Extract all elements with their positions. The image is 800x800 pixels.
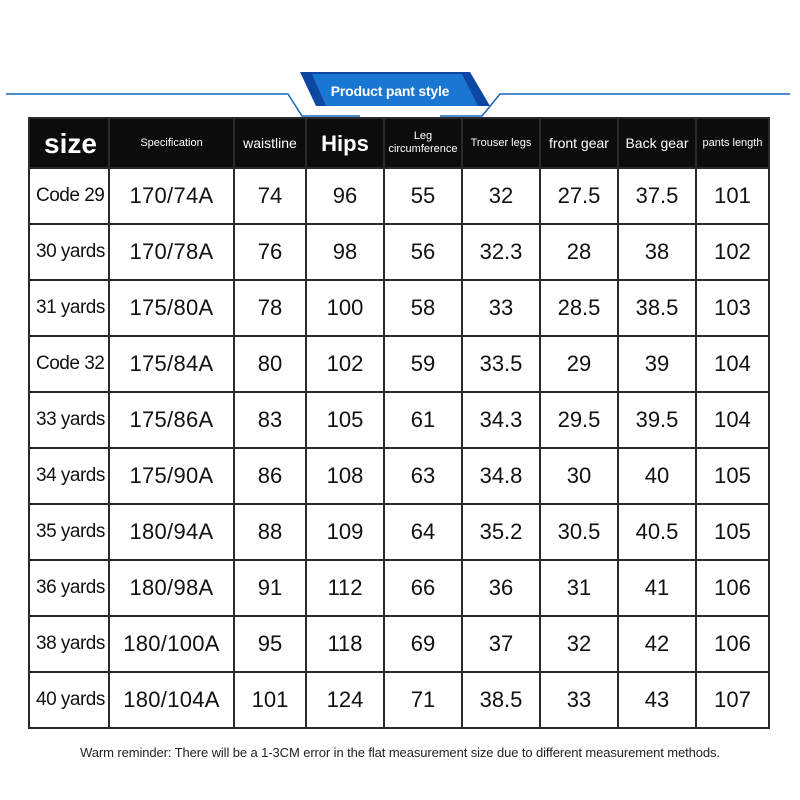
cell-specification: 175/90A [109, 448, 234, 504]
cell-specification: 170/78A [109, 224, 234, 280]
cell-specification: 180/104A [109, 672, 234, 728]
header-leg-circumference: Leg circumference [384, 118, 462, 168]
cell-trouser-legs: 34.3 [462, 392, 540, 448]
cell-back-gear: 39 [618, 336, 696, 392]
table-row [29, 168, 769, 224]
table-row [29, 560, 769, 616]
cell-trouser-legs: 32.3 [462, 224, 540, 280]
header-hips: Hips [306, 118, 384, 168]
cell-specification: 175/86A [109, 392, 234, 448]
table-row [29, 280, 769, 336]
cell-leg-circumference: 55 [384, 168, 462, 224]
cell-back-gear: 40.5 [618, 504, 696, 560]
cell-trouser-legs: 33 [462, 280, 540, 336]
cell-hips: 105 [306, 392, 384, 448]
cell-trouser-legs: 36 [462, 560, 540, 616]
cell-hips: 102 [306, 336, 384, 392]
cell-back-gear: 37.5 [618, 168, 696, 224]
size-chart-table [28, 117, 770, 729]
cell-back-gear: 38.5 [618, 280, 696, 336]
table-row [29, 392, 769, 448]
warm-reminder: Warm reminder: There will be a 1-3CM error in the flat measurement size due to different measurement methods. [80, 745, 720, 760]
cell-specification: 175/84A [109, 336, 234, 392]
cell-hips: 108 [306, 448, 384, 504]
cell-leg-circumference: 56 [384, 224, 462, 280]
header-front-gear: front gear [540, 118, 618, 168]
cell-pants-length: 103 [696, 280, 769, 336]
cell-size: 40 yards [29, 672, 109, 728]
cell-waistline: 74 [234, 168, 306, 224]
cell-specification: 170/74A [109, 168, 234, 224]
cell-leg-circumference: 69 [384, 616, 462, 672]
cell-trouser-legs: 37 [462, 616, 540, 672]
cell-hips: 112 [306, 560, 384, 616]
header-back-gear: Back gear [618, 118, 696, 168]
cell-waistline: 83 [234, 392, 306, 448]
cell-size: 30 yards [29, 224, 109, 280]
cell-size: Code 32 [29, 336, 109, 392]
header-row [29, 118, 769, 168]
table-row [29, 672, 769, 728]
cell-specification: 180/100A [109, 616, 234, 672]
cell-front-gear: 30.5 [540, 504, 618, 560]
header-specification: Specification [109, 118, 234, 168]
cell-trouser-legs: 33.5 [462, 336, 540, 392]
cell-size: 34 yards [29, 448, 109, 504]
table-row [29, 448, 769, 504]
cell-size: 38 yards [29, 616, 109, 672]
cell-front-gear: 29.5 [540, 392, 618, 448]
cell-back-gear: 39.5 [618, 392, 696, 448]
banner-right-line [440, 94, 790, 116]
cell-front-gear: 30 [540, 448, 618, 504]
table-row [29, 616, 769, 672]
cell-trouser-legs: 32 [462, 168, 540, 224]
cell-trouser-legs: 34.8 [462, 448, 540, 504]
cell-waistline: 80 [234, 336, 306, 392]
cell-pants-length: 106 [696, 560, 769, 616]
cell-front-gear: 28 [540, 224, 618, 280]
header-trouser-legs: Trouser legs [462, 118, 540, 168]
cell-waistline: 86 [234, 448, 306, 504]
cell-size: 36 yards [29, 560, 109, 616]
cell-pants-length: 104 [696, 336, 769, 392]
header-waistline: waistline [234, 118, 306, 168]
cell-front-gear: 32 [540, 616, 618, 672]
cell-waistline: 95 [234, 616, 306, 672]
cell-front-gear: 31 [540, 560, 618, 616]
cell-leg-circumference: 66 [384, 560, 462, 616]
cell-front-gear: 29 [540, 336, 618, 392]
cell-front-gear: 27.5 [540, 168, 618, 224]
header-size: size [29, 118, 109, 168]
cell-leg-circumference: 71 [384, 672, 462, 728]
cell-hips: 98 [306, 224, 384, 280]
cell-size: 35 yards [29, 504, 109, 560]
cell-specification: 180/98A [109, 560, 234, 616]
cell-back-gear: 41 [618, 560, 696, 616]
cell-back-gear: 40 [618, 448, 696, 504]
banner-title: Product pant style [330, 83, 450, 99]
cell-back-gear: 42 [618, 616, 696, 672]
cell-hips: 96 [306, 168, 384, 224]
cell-leg-circumference: 63 [384, 448, 462, 504]
cell-waistline: 101 [234, 672, 306, 728]
cell-waistline: 91 [234, 560, 306, 616]
cell-pants-length: 102 [696, 224, 769, 280]
cell-waistline: 78 [234, 280, 306, 336]
cell-leg-circumference: 58 [384, 280, 462, 336]
header-pants-length: pants length [696, 118, 769, 168]
cell-size: Code 29 [29, 168, 109, 224]
table-row [29, 336, 769, 392]
cell-pants-length: 101 [696, 168, 769, 224]
cell-front-gear: 28.5 [540, 280, 618, 336]
cell-waistline: 88 [234, 504, 306, 560]
table-row [29, 224, 769, 280]
cell-specification: 180/94A [109, 504, 234, 560]
cell-pants-length: 107 [696, 672, 769, 728]
cell-hips: 109 [306, 504, 384, 560]
cell-back-gear: 43 [618, 672, 696, 728]
cell-back-gear: 38 [618, 224, 696, 280]
cell-leg-circumference: 59 [384, 336, 462, 392]
cell-pants-length: 104 [696, 392, 769, 448]
cell-hips: 124 [306, 672, 384, 728]
cell-leg-circumference: 64 [384, 504, 462, 560]
cell-front-gear: 33 [540, 672, 618, 728]
table-row [29, 504, 769, 560]
cell-specification: 175/80A [109, 280, 234, 336]
cell-waistline: 76 [234, 224, 306, 280]
cell-leg-circumference: 61 [384, 392, 462, 448]
cell-trouser-legs: 38.5 [462, 672, 540, 728]
cell-pants-length: 105 [696, 504, 769, 560]
cell-trouser-legs: 35.2 [462, 504, 540, 560]
cell-hips: 100 [306, 280, 384, 336]
cell-size: 31 yards [29, 280, 109, 336]
cell-pants-length: 106 [696, 616, 769, 672]
cell-hips: 118 [306, 616, 384, 672]
cell-size: 33 yards [29, 392, 109, 448]
cell-pants-length: 105 [696, 448, 769, 504]
